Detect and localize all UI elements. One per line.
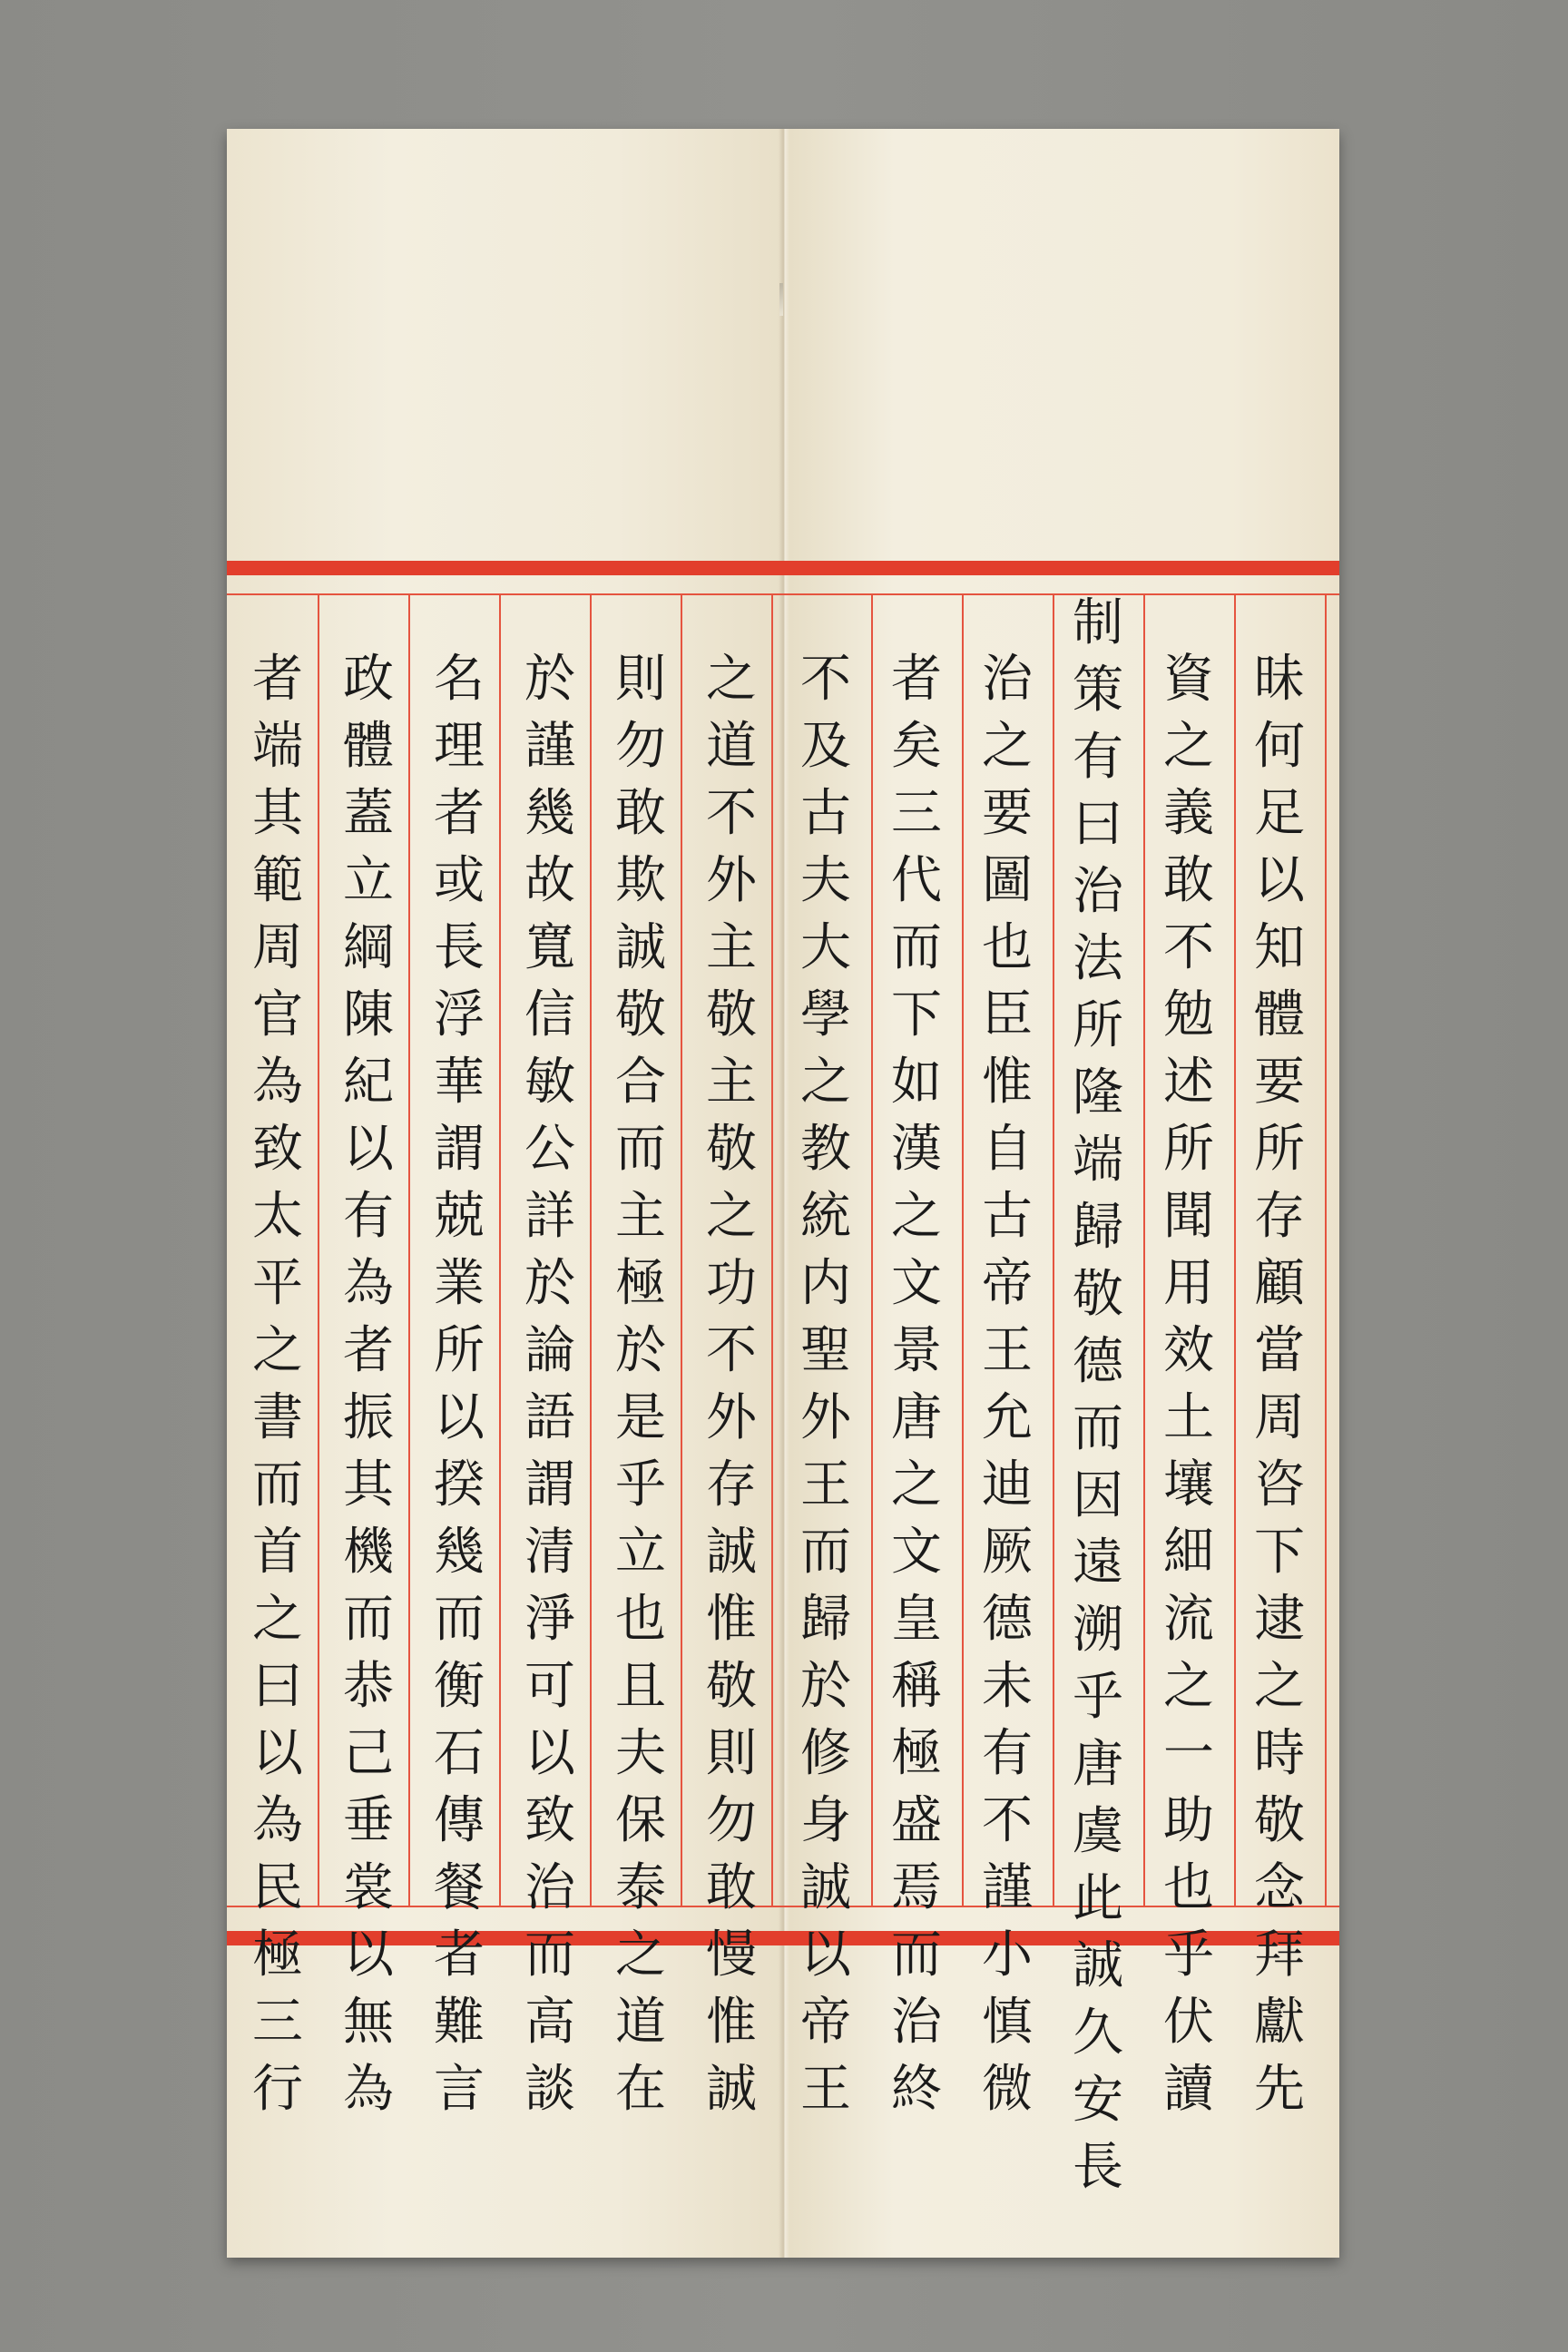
character: 惟	[706, 1993, 757, 2052]
character: 謂	[434, 1120, 485, 1179]
character: 不	[1163, 918, 1214, 977]
character: 可	[524, 1657, 575, 1716]
character: 念	[1254, 1858, 1305, 1917]
character: 久	[1073, 2004, 1123, 2063]
character: 高	[524, 1993, 575, 2052]
character: 不	[706, 784, 757, 843]
character: 安	[1073, 2071, 1123, 2130]
character: 也	[982, 918, 1033, 977]
character: 論	[524, 1321, 575, 1380]
character: 内	[800, 1254, 851, 1313]
character: 景	[891, 1321, 942, 1380]
character: 策	[1073, 661, 1123, 720]
character: 之	[800, 1053, 851, 1112]
character: 為	[252, 1791, 303, 1850]
character: 欺	[615, 851, 666, 910]
character: 無	[343, 1993, 394, 2052]
character: 用	[1163, 1254, 1214, 1313]
character: 平	[252, 1254, 303, 1313]
character: 稱	[891, 1657, 942, 1716]
character: 勿	[615, 717, 666, 776]
character: 立	[615, 1523, 666, 1582]
character: 惟	[982, 1053, 1033, 1112]
character: 而	[524, 1926, 575, 1984]
character: 所	[1254, 1120, 1305, 1179]
character: 立	[343, 851, 394, 910]
character: 謹	[982, 1858, 1033, 1917]
character: 也	[615, 1590, 666, 1649]
character: 因	[1073, 1466, 1123, 1525]
character: 矣	[891, 717, 942, 776]
character: 當	[1254, 1321, 1305, 1380]
character: 王	[800, 2060, 851, 2119]
character: 極	[252, 1926, 303, 1984]
character: 要	[1254, 1053, 1305, 1112]
character: 所	[434, 1321, 485, 1380]
column-rule	[1325, 595, 1327, 1906]
character: 何	[1254, 717, 1305, 776]
character: 者	[252, 650, 303, 709]
character: 知	[1254, 918, 1305, 977]
character: 王	[982, 1321, 1033, 1380]
character: 及	[800, 717, 851, 776]
character: 聞	[1163, 1187, 1214, 1246]
character: 治	[891, 1993, 942, 2052]
character: 一	[1163, 1724, 1214, 1783]
character: 敬	[706, 985, 757, 1044]
character: 有	[343, 1187, 394, 1246]
character: 之	[706, 1187, 757, 1246]
character: 者	[343, 1321, 394, 1380]
character: 夫	[615, 1724, 666, 1783]
character: 致	[524, 1791, 575, 1850]
character: 溯	[1073, 1601, 1123, 1660]
character: 振	[343, 1388, 394, 1447]
character: 迪	[982, 1455, 1033, 1514]
character: 勉	[1163, 985, 1214, 1044]
character: 官	[252, 985, 303, 1044]
character: 衡	[434, 1657, 485, 1716]
character: 帝	[800, 1993, 851, 2052]
character: 之	[891, 1455, 942, 1514]
character: 乎	[1163, 1926, 1214, 1984]
text-column	[323, 646, 414, 2123]
character: 王	[800, 1455, 851, 1514]
character: 所	[1163, 1120, 1214, 1179]
character: 教	[800, 1120, 851, 1179]
character: 所	[1073, 996, 1123, 1055]
character: 業	[434, 1254, 485, 1313]
character: 微	[982, 2060, 1033, 2119]
character: 顧	[1254, 1254, 1305, 1313]
character: 謂	[524, 1455, 575, 1514]
character: 流	[1163, 1590, 1214, 1649]
character: 曰	[252, 1657, 303, 1716]
character: 以	[434, 1388, 485, 1447]
character: 遠	[1073, 1534, 1123, 1592]
character: 勿	[706, 1791, 757, 1850]
text-column	[962, 646, 1053, 2123]
character: 保	[615, 1791, 666, 1850]
character: 機	[343, 1523, 394, 1582]
character: 以	[252, 1724, 303, 1783]
character: 誠	[615, 918, 666, 977]
character: 且	[615, 1657, 666, 1716]
character: 敬	[706, 1657, 757, 1716]
character: 言	[434, 2060, 485, 2119]
character: 之	[1254, 1657, 1305, 1716]
character: 先	[1254, 2060, 1305, 2119]
character: 之	[891, 1187, 942, 1246]
character: 自	[982, 1120, 1033, 1179]
character: 之	[615, 1926, 666, 1984]
character: 文	[891, 1523, 942, 1582]
character: 在	[615, 2060, 666, 2119]
text-column	[780, 646, 871, 2123]
character: 故	[524, 851, 575, 910]
text-column	[871, 646, 962, 2123]
character: 讀	[1163, 2060, 1214, 2119]
character: 主	[706, 1053, 757, 1112]
character: 皇	[891, 1590, 942, 1649]
character: 乎	[1073, 1668, 1123, 1727]
text-column	[414, 646, 505, 2123]
character: 夫	[800, 851, 851, 910]
character: 虞	[1073, 1802, 1123, 1861]
character: 允	[982, 1388, 1033, 1447]
character: 陳	[343, 985, 394, 1044]
character: 功	[706, 1254, 757, 1313]
character: 長	[434, 918, 485, 977]
character: 則	[615, 650, 666, 709]
text-column	[686, 646, 777, 2123]
character: 此	[1073, 1869, 1123, 1928]
character: 周	[252, 918, 303, 977]
character: 華	[434, 1053, 485, 1112]
character: 未	[982, 1657, 1033, 1716]
character: 乎	[615, 1455, 666, 1514]
character: 德	[982, 1590, 1033, 1649]
top-frame-line	[227, 593, 1339, 595]
character: 致	[252, 1120, 303, 1179]
character: 以	[343, 1120, 394, 1179]
character: 誠	[1073, 1936, 1123, 1995]
character: 合	[615, 1053, 666, 1112]
character: 紀	[343, 1053, 394, 1112]
character: 公	[524, 1120, 575, 1179]
character: 聖	[800, 1321, 851, 1380]
character: 主	[706, 918, 757, 977]
character: 助	[1163, 1791, 1214, 1850]
character: 行	[252, 2060, 303, 2119]
character: 其	[343, 1455, 394, 1514]
character: 存	[706, 1455, 757, 1514]
character: 敬	[615, 985, 666, 1044]
text-column	[232, 646, 323, 2123]
character: 誠	[706, 2060, 757, 2119]
character: 而	[615, 1120, 666, 1179]
character: 敢	[706, 1858, 757, 1917]
character: 義	[1163, 784, 1214, 843]
character: 道	[615, 1993, 666, 2052]
character: 於	[524, 1254, 575, 1313]
character: 敬	[706, 1120, 757, 1179]
character: 身	[800, 1791, 851, 1850]
character: 語	[524, 1388, 575, 1447]
text-column	[1053, 590, 1143, 2201]
character: 歸	[1073, 1198, 1123, 1257]
character: 其	[252, 784, 303, 843]
character: 書	[252, 1388, 303, 1447]
character: 統	[800, 1187, 851, 1246]
character: 下	[1254, 1523, 1305, 1582]
character: 敬	[1073, 1265, 1123, 1324]
character: 裳	[343, 1858, 394, 1917]
character: 昧	[1254, 650, 1305, 709]
character: 足	[1254, 784, 1305, 843]
character: 誠	[706, 1523, 757, 1582]
character: 敢	[1163, 851, 1214, 910]
character: 極	[615, 1254, 666, 1313]
character: 德	[1073, 1332, 1123, 1391]
character: 而	[1073, 1399, 1123, 1458]
character: 厥	[982, 1523, 1033, 1582]
character: 三	[252, 1993, 303, 2052]
character: 之	[706, 650, 757, 709]
character: 範	[252, 851, 303, 910]
character: 獻	[1254, 1993, 1305, 2052]
character: 存	[1254, 1187, 1305, 1246]
character: 端	[252, 717, 303, 776]
character: 之	[982, 717, 1033, 776]
character: 唐	[891, 1388, 942, 1447]
manuscript-page	[227, 129, 1339, 2258]
character: 以	[1254, 851, 1305, 910]
character: 極	[891, 1724, 942, 1783]
character: 則	[706, 1724, 757, 1783]
character: 臣	[982, 985, 1033, 1044]
character: 外	[706, 851, 757, 910]
character: 圖	[982, 851, 1033, 910]
character: 述	[1163, 1053, 1214, 1112]
character: 資	[1163, 650, 1214, 709]
character: 而	[891, 918, 942, 977]
character: 學	[800, 985, 851, 1044]
character: 不	[800, 650, 851, 709]
character: 周	[1254, 1388, 1305, 1447]
character: 古	[800, 784, 851, 843]
character: 以	[524, 1724, 575, 1783]
character: 以	[343, 1926, 394, 1984]
character: 誠	[800, 1858, 851, 1917]
character: 治	[524, 1858, 575, 1917]
character: 焉	[891, 1858, 942, 1917]
top-red-border	[227, 561, 1339, 575]
character: 以	[800, 1926, 851, 1984]
character: 是	[615, 1388, 666, 1447]
character: 揆	[434, 1455, 485, 1514]
character: 之	[252, 1590, 303, 1649]
character: 敢	[615, 784, 666, 843]
character: 政	[343, 650, 394, 709]
character: 慢	[706, 1926, 757, 1984]
character: 有	[982, 1724, 1033, 1783]
character: 法	[1073, 929, 1123, 988]
character: 者	[434, 1926, 485, 1984]
character: 外	[706, 1388, 757, 1447]
character: 為	[252, 1053, 303, 1112]
character: 於	[615, 1321, 666, 1380]
character: 有	[1073, 728, 1123, 787]
text-column	[1234, 646, 1325, 2123]
character: 端	[1073, 1131, 1123, 1190]
character: 垂	[343, 1791, 394, 1850]
character: 逮	[1254, 1590, 1305, 1649]
character: 三	[891, 784, 942, 843]
character: 道	[706, 717, 757, 776]
character: 文	[891, 1254, 942, 1313]
character: 信	[524, 985, 575, 1044]
character: 制	[1073, 593, 1123, 652]
character: 泰	[615, 1858, 666, 1917]
character: 綱	[343, 918, 394, 977]
character: 長	[1073, 2138, 1123, 2197]
character: 帝	[982, 1254, 1033, 1313]
character: 而	[252, 1455, 303, 1514]
fold-mark	[779, 283, 783, 316]
character: 盛	[891, 1791, 942, 1850]
character: 主	[615, 1187, 666, 1246]
character: 終	[891, 2060, 942, 2119]
character: 太	[252, 1187, 303, 1246]
character: 曰	[1073, 795, 1123, 854]
character: 下	[891, 985, 942, 1044]
character: 而	[800, 1523, 851, 1582]
character: 寬	[524, 918, 575, 977]
character: 伏	[1163, 1993, 1214, 2052]
character: 為	[343, 2060, 394, 2119]
character: 民	[252, 1858, 303, 1917]
character: 己	[343, 1724, 394, 1783]
character: 歸	[800, 1590, 851, 1649]
character: 餐	[434, 1858, 485, 1917]
character: 談	[524, 2060, 575, 2119]
text-column	[505, 646, 595, 2123]
character: 之	[252, 1321, 303, 1380]
character: 清	[524, 1523, 575, 1582]
text-column	[595, 646, 686, 2123]
character: 為	[343, 1254, 394, 1313]
character: 幾	[434, 1523, 485, 1582]
character: 惟	[706, 1590, 757, 1649]
character: 土	[1163, 1388, 1214, 1447]
character: 而	[434, 1590, 485, 1649]
character: 如	[891, 1053, 942, 1112]
character: 難	[434, 1993, 485, 2052]
character: 不	[982, 1791, 1033, 1850]
character: 石	[434, 1724, 485, 1783]
character: 壤	[1163, 1455, 1214, 1514]
character: 詳	[524, 1187, 575, 1246]
character: 敏	[524, 1053, 575, 1112]
character: 外	[800, 1388, 851, 1447]
character: 敬	[1254, 1791, 1305, 1850]
character: 於	[524, 650, 575, 709]
character: 也	[1163, 1858, 1214, 1917]
character: 代	[891, 851, 942, 910]
character: 而	[343, 1590, 394, 1649]
character: 蓋	[343, 784, 394, 843]
character: 體	[1254, 985, 1305, 1044]
character: 幾	[524, 784, 575, 843]
character: 者	[891, 650, 942, 709]
character: 首	[252, 1523, 303, 1582]
character: 之	[1163, 1657, 1214, 1716]
character: 理	[434, 717, 485, 776]
character: 小	[982, 1926, 1033, 1984]
character: 要	[982, 784, 1033, 843]
character: 於	[800, 1657, 851, 1716]
text-column	[1143, 646, 1234, 2123]
character: 古	[982, 1187, 1033, 1246]
character: 體	[343, 717, 394, 776]
character: 淨	[524, 1590, 575, 1649]
character: 浮	[434, 985, 485, 1044]
character: 咨	[1254, 1455, 1305, 1514]
character: 傳	[434, 1791, 485, 1850]
character: 修	[800, 1724, 851, 1783]
character: 大	[800, 918, 851, 977]
character: 治	[982, 650, 1033, 709]
character: 時	[1254, 1724, 1305, 1783]
character: 不	[706, 1321, 757, 1380]
character: 謹	[524, 717, 575, 776]
character: 者	[434, 784, 485, 843]
character: 隆	[1073, 1063, 1123, 1122]
character: 慎	[982, 1993, 1033, 2052]
character: 唐	[1073, 1735, 1123, 1794]
character: 名	[434, 650, 485, 709]
character: 兢	[434, 1187, 485, 1246]
character: 治	[1073, 862, 1123, 921]
character: 或	[434, 851, 485, 910]
character: 拜	[1254, 1926, 1305, 1984]
character: 細	[1163, 1523, 1214, 1582]
character: 漢	[891, 1120, 942, 1179]
character: 而	[891, 1926, 942, 1984]
character: 恭	[343, 1657, 394, 1716]
character: 效	[1163, 1321, 1214, 1380]
character: 之	[1163, 717, 1214, 776]
